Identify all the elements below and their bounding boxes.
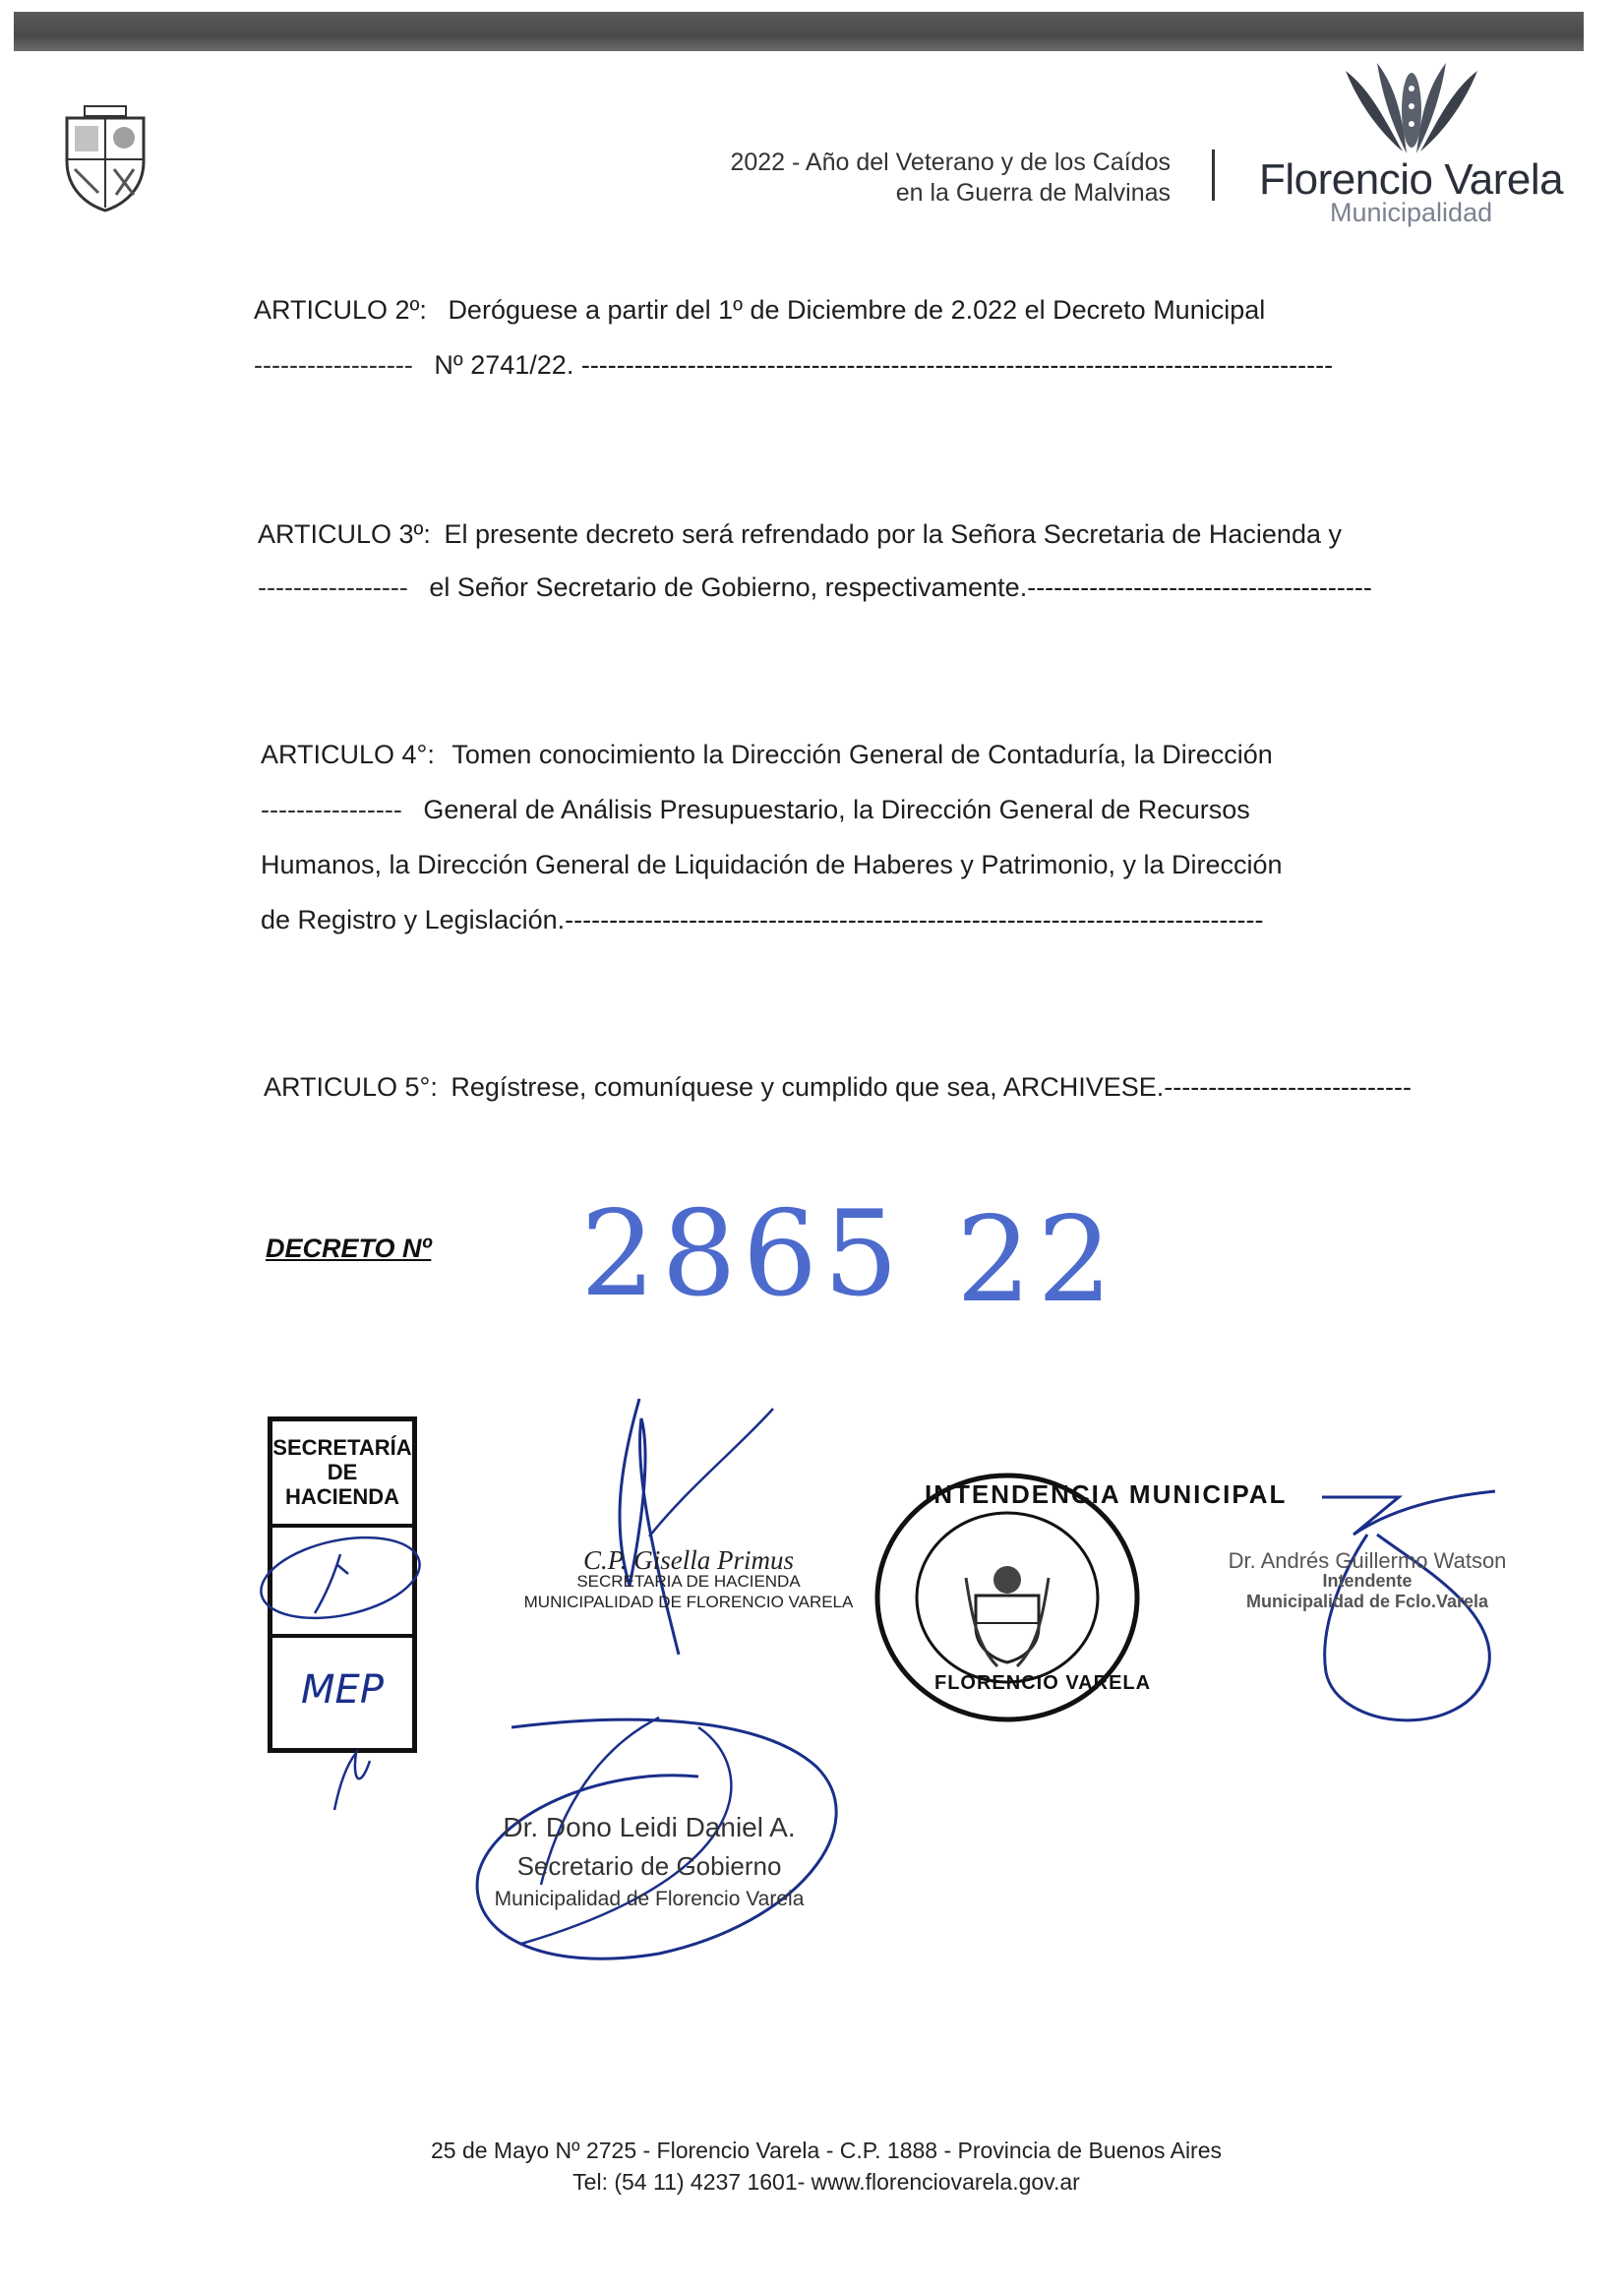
- year-motto-line-2: en la Guerra de Malvinas: [895, 179, 1171, 207]
- brand-subtitle: Municipalidad: [1330, 198, 1493, 227]
- article-4-label: ARTICULO 4°:: [261, 740, 435, 769]
- article-2-line-2: [254, 348, 1333, 382]
- article-4-line-4: de Registro y Legislación.-------------------------------------------------------------------------------: [261, 905, 1264, 934]
- top-scan-bar: [14, 12, 1584, 51]
- article-4-dash-prefix: ----------------: [261, 795, 402, 824]
- header-separator: [1212, 150, 1215, 201]
- article-2-dash-prefix: ------------------: [254, 350, 413, 380]
- decreto-label: DECRETO Nº: [266, 1234, 432, 1263]
- decreto-number-stamp: 2865: [580, 1186, 905, 1323]
- leidi-signature-block: [462, 1808, 836, 1914]
- article-3-text-1: El presente decreto será refrendado por la Señora Secretaria de Hacienda y: [444, 519, 1342, 549]
- primus-signature-block: [492, 1545, 885, 1612]
- hacienda-box-head-2: DE: [327, 1460, 358, 1484]
- footer-address: 25 de Mayo Nº 2725 - Florencio Varela - C.P. 1888 - Provincia de Buenos Aires: [430, 2138, 1223, 2163]
- year-motto: [590, 148, 1171, 209]
- initial-ink-marks: [258, 1535, 435, 1830]
- primus-title-2: MUNICIPALIDAD DE FLORENCIO VARELA: [523, 1593, 854, 1611]
- hacienda-box-header: [272, 1421, 412, 1528]
- footer-contact: Tel: (54 11) 4237 1601- www.florenciovarela.gov.ar: [572, 2169, 1080, 2195]
- article-2-line-1: [254, 293, 1265, 327]
- brand-name: Florencio Varela: [1259, 155, 1564, 204]
- article-4-line-2: [261, 793, 1250, 826]
- watson-signature-block: [1190, 1550, 1544, 1612]
- hacienda-box-head-3: HACIENDA: [284, 1484, 400, 1509]
- article-5-text-1: Regístrese, comuníquese y cumplido que sea, ARCHIVESE.----------------------------: [451, 1072, 1412, 1102]
- article-2-text-2: Nº 2741/22. -------------------------------------------------------------------------------------: [434, 350, 1334, 380]
- article-4-text-2: General de Análisis Presupuestario, la Dirección General de Recursos: [423, 795, 1250, 824]
- leidi-title-2: Municipalidad de Florencio Varela: [494, 1888, 805, 1910]
- hacienda-box-head-1: SECRETARÍA: [272, 1435, 412, 1460]
- article-3-dash-prefix: -----------------: [258, 572, 408, 602]
- hacienda-initials: MEP: [301, 1667, 384, 1713]
- article-4-line-3: Humanos, la Dirección General de Liquidación de Haberes y Patrimonio, y la Dirección: [261, 850, 1283, 879]
- year-motto-line-1: 2022 - Año del Veterano y de los Caídos: [730, 149, 1171, 176]
- article-3-line-1: [258, 517, 1342, 551]
- article-3-line-2: [258, 571, 1372, 604]
- leidi-name: Dr. Dono Leidi Daniel A.: [503, 1812, 796, 1842]
- primus-signature-icon: [590, 1389, 787, 1664]
- florencio-varela-logo-icon: [1338, 61, 1485, 159]
- article-2-text-1: Deróguese a partir del 1º de Diciembre de 2.022 el Decreto Municipal: [448, 295, 1266, 325]
- article-4-line-1: [261, 738, 1273, 771]
- primus-title-1: SECRETARIA DE HACIENDA: [576, 1572, 801, 1591]
- watson-title-1: Intendente: [1322, 1571, 1413, 1591]
- watson-name: Dr. Andrés Guillermo Watson: [1228, 1548, 1507, 1573]
- article-5-line-1: [264, 1070, 1412, 1104]
- article-4-text-1: Tomen conocimiento la Dirección General de Contaduría, la Dirección: [451, 740, 1273, 769]
- seal-text-bottom: FLORENCIO VARELA: [934, 1672, 1152, 1694]
- primus-name: C.P. Gisella Primus: [582, 1545, 795, 1575]
- seal-text-top: INTENDENCIA MUNICIPAL: [925, 1479, 1288, 1509]
- municipal-shield-icon: [63, 104, 148, 212]
- article-3-label: ARTICULO 3º:: [258, 519, 431, 549]
- watson-title-2: Municipalidad de Fclo.Varela: [1245, 1592, 1489, 1611]
- leidi-title-1: Secretario de Gobierno: [516, 1851, 782, 1881]
- article-2-label: ARTICULO 2º:: [254, 295, 427, 325]
- page-footer: [295, 2135, 1357, 2198]
- decreto-year-stamp: 22: [956, 1192, 1118, 1329]
- article-3-text-2: el Señor Secretario de Gobierno, respectivamente.---------------------------------------: [429, 572, 1372, 602]
- article-5-label: ARTICULO 5°:: [264, 1072, 438, 1102]
